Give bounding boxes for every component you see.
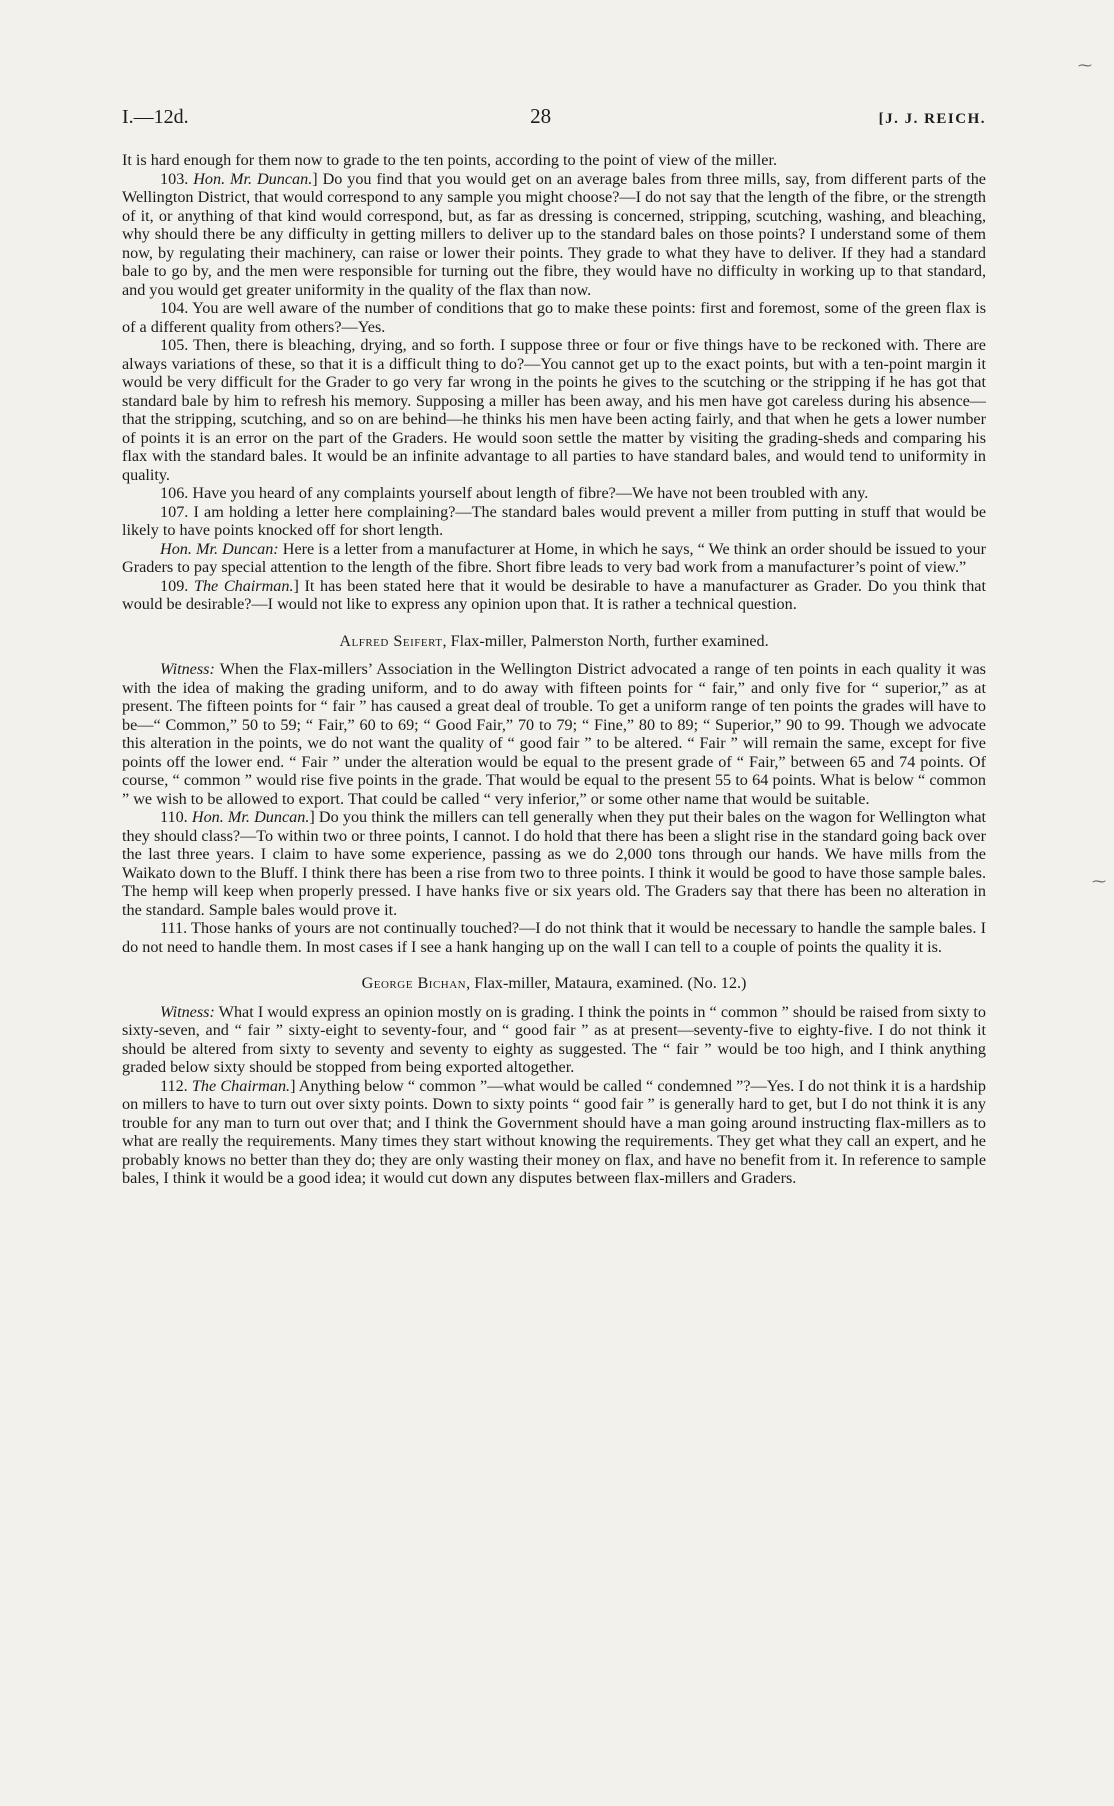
question-110: 110. Hon. Mr. Duncan.] Do you think the millers can tell generally when they put their bales on the wagon for Wellington what they should class?—To within two or three points, I cannot. I do hold that there has been a slight rise in the standard going back over the last three years. I claim to have some experience, passing as we do 2,000 tons through our hands. We have mills from the Waikato down to the Bluff. I think there has been a rise from two to three points. I think it would be good to have those sample bales. The hemp will keep when properly pressed. I have hanks five or six years old. The Graders say that there has been no alteration in the standard. Sample bales would prove it. (122, 808, 986, 919)
question-112: 112. The Chairman.] Anything below “ common ”—what would be called “ condemned ”?—Yes. I do not think it is a hardship on millers to have to turn out over sixty points. Down to sixty points “ good fair ” is generally hard to get, but I do not think it is any trouble for any man to turn out over that; and I think the Government should have a man going around instructing flax-millers as to what are really the requirements. Many times they start without knowing the requirements. They get what they call an expert, and he probably knows no better than they do; they are only wasting their money on flax, and have no benefit from it. In reference to sample bales, I think it would be a good idea; it would cut down any disputes between flax-millers and Graders. (122, 1076, 986, 1187)
question-107: 107. I am holding a letter here complaining?—The standard bales would prevent a miller from putting in stuff that would be likely to have points knocked off for short length. (122, 502, 986, 539)
speaker: Hon. Mr. Duncan. (193, 169, 313, 188)
question-104: 104. You are well aware of the number of conditions that go to make these points: first and foremost, some of the green flax is of a different quality from others?—Yes. (122, 299, 986, 336)
question-106: 106. Have you heard of any complaints yourself about length of fibre?—We have not been troubled with any. (160, 484, 869, 502)
section-heading-seifert: Alfred Seifert, Flax-miller, Palmerston North, further examined. (339, 631, 769, 650)
witness-label: Witness: (160, 660, 215, 678)
question-103: 103. Hon. Mr. Duncan.] Do you find that you would get on an average bales from three mills, say, from different parts of the Wellington District, that would correspond to any sample you might choose?—I do not say that the length of the fibre, or the strength of it, or anything of that kind would correspond, but, as far as dressing is concerned, stripping, scutching, washing, and bleaching, why should there be any difficulty in getting millers to deliver up to the standard bales on those points? I understand some of them now, by regulating their machinery, can raise or lower their points. They grade to what they have to deliver. If they had a standard bale to go by, and the men were responsible for turning out the fibre, they would have no difficulty in working up to that standard, and you would get greater uniformity in the quality of the flax than now. (122, 169, 986, 299)
page-number: 28 (530, 104, 552, 128)
speaker: The Chairman. (191, 1076, 291, 1095)
speaker: Hon. Mr. Duncan: (160, 539, 279, 558)
question-108: Hon. Mr. Duncan: Here is a letter from a manufacturer at Home, in which he says, “ We think an order should be issued to your Graders to pay special attention to the length of the fibre. Short fibre leads to very bad work from a manufacturer’s point of view.” (122, 539, 986, 576)
report-reference: I.—12d. (122, 106, 189, 128)
question-105: 105. Then, there is bleaching, drying, and so forth. I suppose three or four or five things have to be reckoned with. There are always variations of these, so that it is a difficult thing to do?—You cannot get up to the exact points, but with a ten-point margin it would be very difficult for the Grader to go very far wrong in the points he gives to the scutching or the stripping if he has got that standard bale by him to refresh his memory. Supposing a miller has been away, and his men have got careless during his absence—that the stripping, scutching, and so on are behind—he thinks his men have been acting fairly, and that when he gets a lower number of points it is an error on the part of the Graders. He would soon settle the matter by visiting the grading-sheds and comparing his flax with the standard bales. It would be an infinite advantage to all parties to have standard bales, and would tend to uniformity in quality. (122, 336, 986, 484)
witness-statement-seifert: Witness: When the Flax-millers’ Association in the Wellington District advocated a range of ten points in each quality it was with the idea of making the grading uniform, and to do away with fifteen points for “ fair,” and only five for “ superior,” as at present. The fifteen points for “ fair ” has caused a great deal of trouble. To get a uniform range of ten points the grades will have to be—“ Common,” 50 to 59; “ Fair,” 60 to 69; “ Good Fair,” 70 to 79; “ Fine,” 80 to 89; “ Superior,” 90 to 99. Though we advocate this alteration in the points, we do not want the quality of “ good fair ” to be altered. “ Fair ” will remain the same, except for five points off the lower end. “ Fair ” under the alteration would be equal to the present grade of “ Fair,” between 65 and 74 points. Of course, “ common ” would rise five points in the grade. That would be equal to the present 55 to 64 points. What is below “ common ” we wish to be allowed to export. That could be called “ very inferior,” or some other name that would be suitable. (122, 660, 986, 808)
witness-running-head: [J. J. REICH. (878, 111, 986, 127)
section-heading-bichan: George Bichan, Flax-miller, Mataura, examined. (No. 12.) (361, 974, 747, 992)
margin-mark-top: ⁓ (1078, 59, 1092, 74)
speaker: Hon. Mr. Duncan. (191, 808, 310, 826)
speaker: The Chairman. (193, 576, 294, 595)
question-111: 111. Those hanks of yours are not continually touched?—I do not think that it would be necessary to handle the sample bales. I do not need to handle them. In most cases if I see a hank hanging up on the wall I can tell to a couple of points the quality it is. (122, 919, 986, 956)
witness-label: Witness: (160, 1002, 215, 1021)
witness-statement-bichan: Witness: What I would express an opinion mostly on is grading. I think the points in “ common ” should be raised from sixty to sixty-seven, and “ fair ” sixty-eight to seventy-four, and “ good fair ” as at present—seventy-five to eighty-five. I do not think it should be altered from sixty to seventy and seventy to eighty as suggested. The “ fair ” would be too high, and I think anything graded below sixty should be stopped from being exported altogether. (122, 1002, 986, 1076)
margin-mark-middle: ⁓ (1092, 875, 1106, 890)
question-109: 109. The Chairman.] It has been stated here that it would be desirable to have a manufacturer as Grader. Do you think that would be desirable?—I would not like to express any opinion upon that. It is rather a technical question. (122, 576, 986, 613)
witness-name: George Bichan (361, 974, 467, 992)
page-header (122, 104, 986, 129)
paragraph-continuation: It is hard enough for them now to grade to the ten points, according to the point of view of the miller. (122, 151, 777, 169)
witness-name: Alfred Seifert (339, 631, 443, 650)
